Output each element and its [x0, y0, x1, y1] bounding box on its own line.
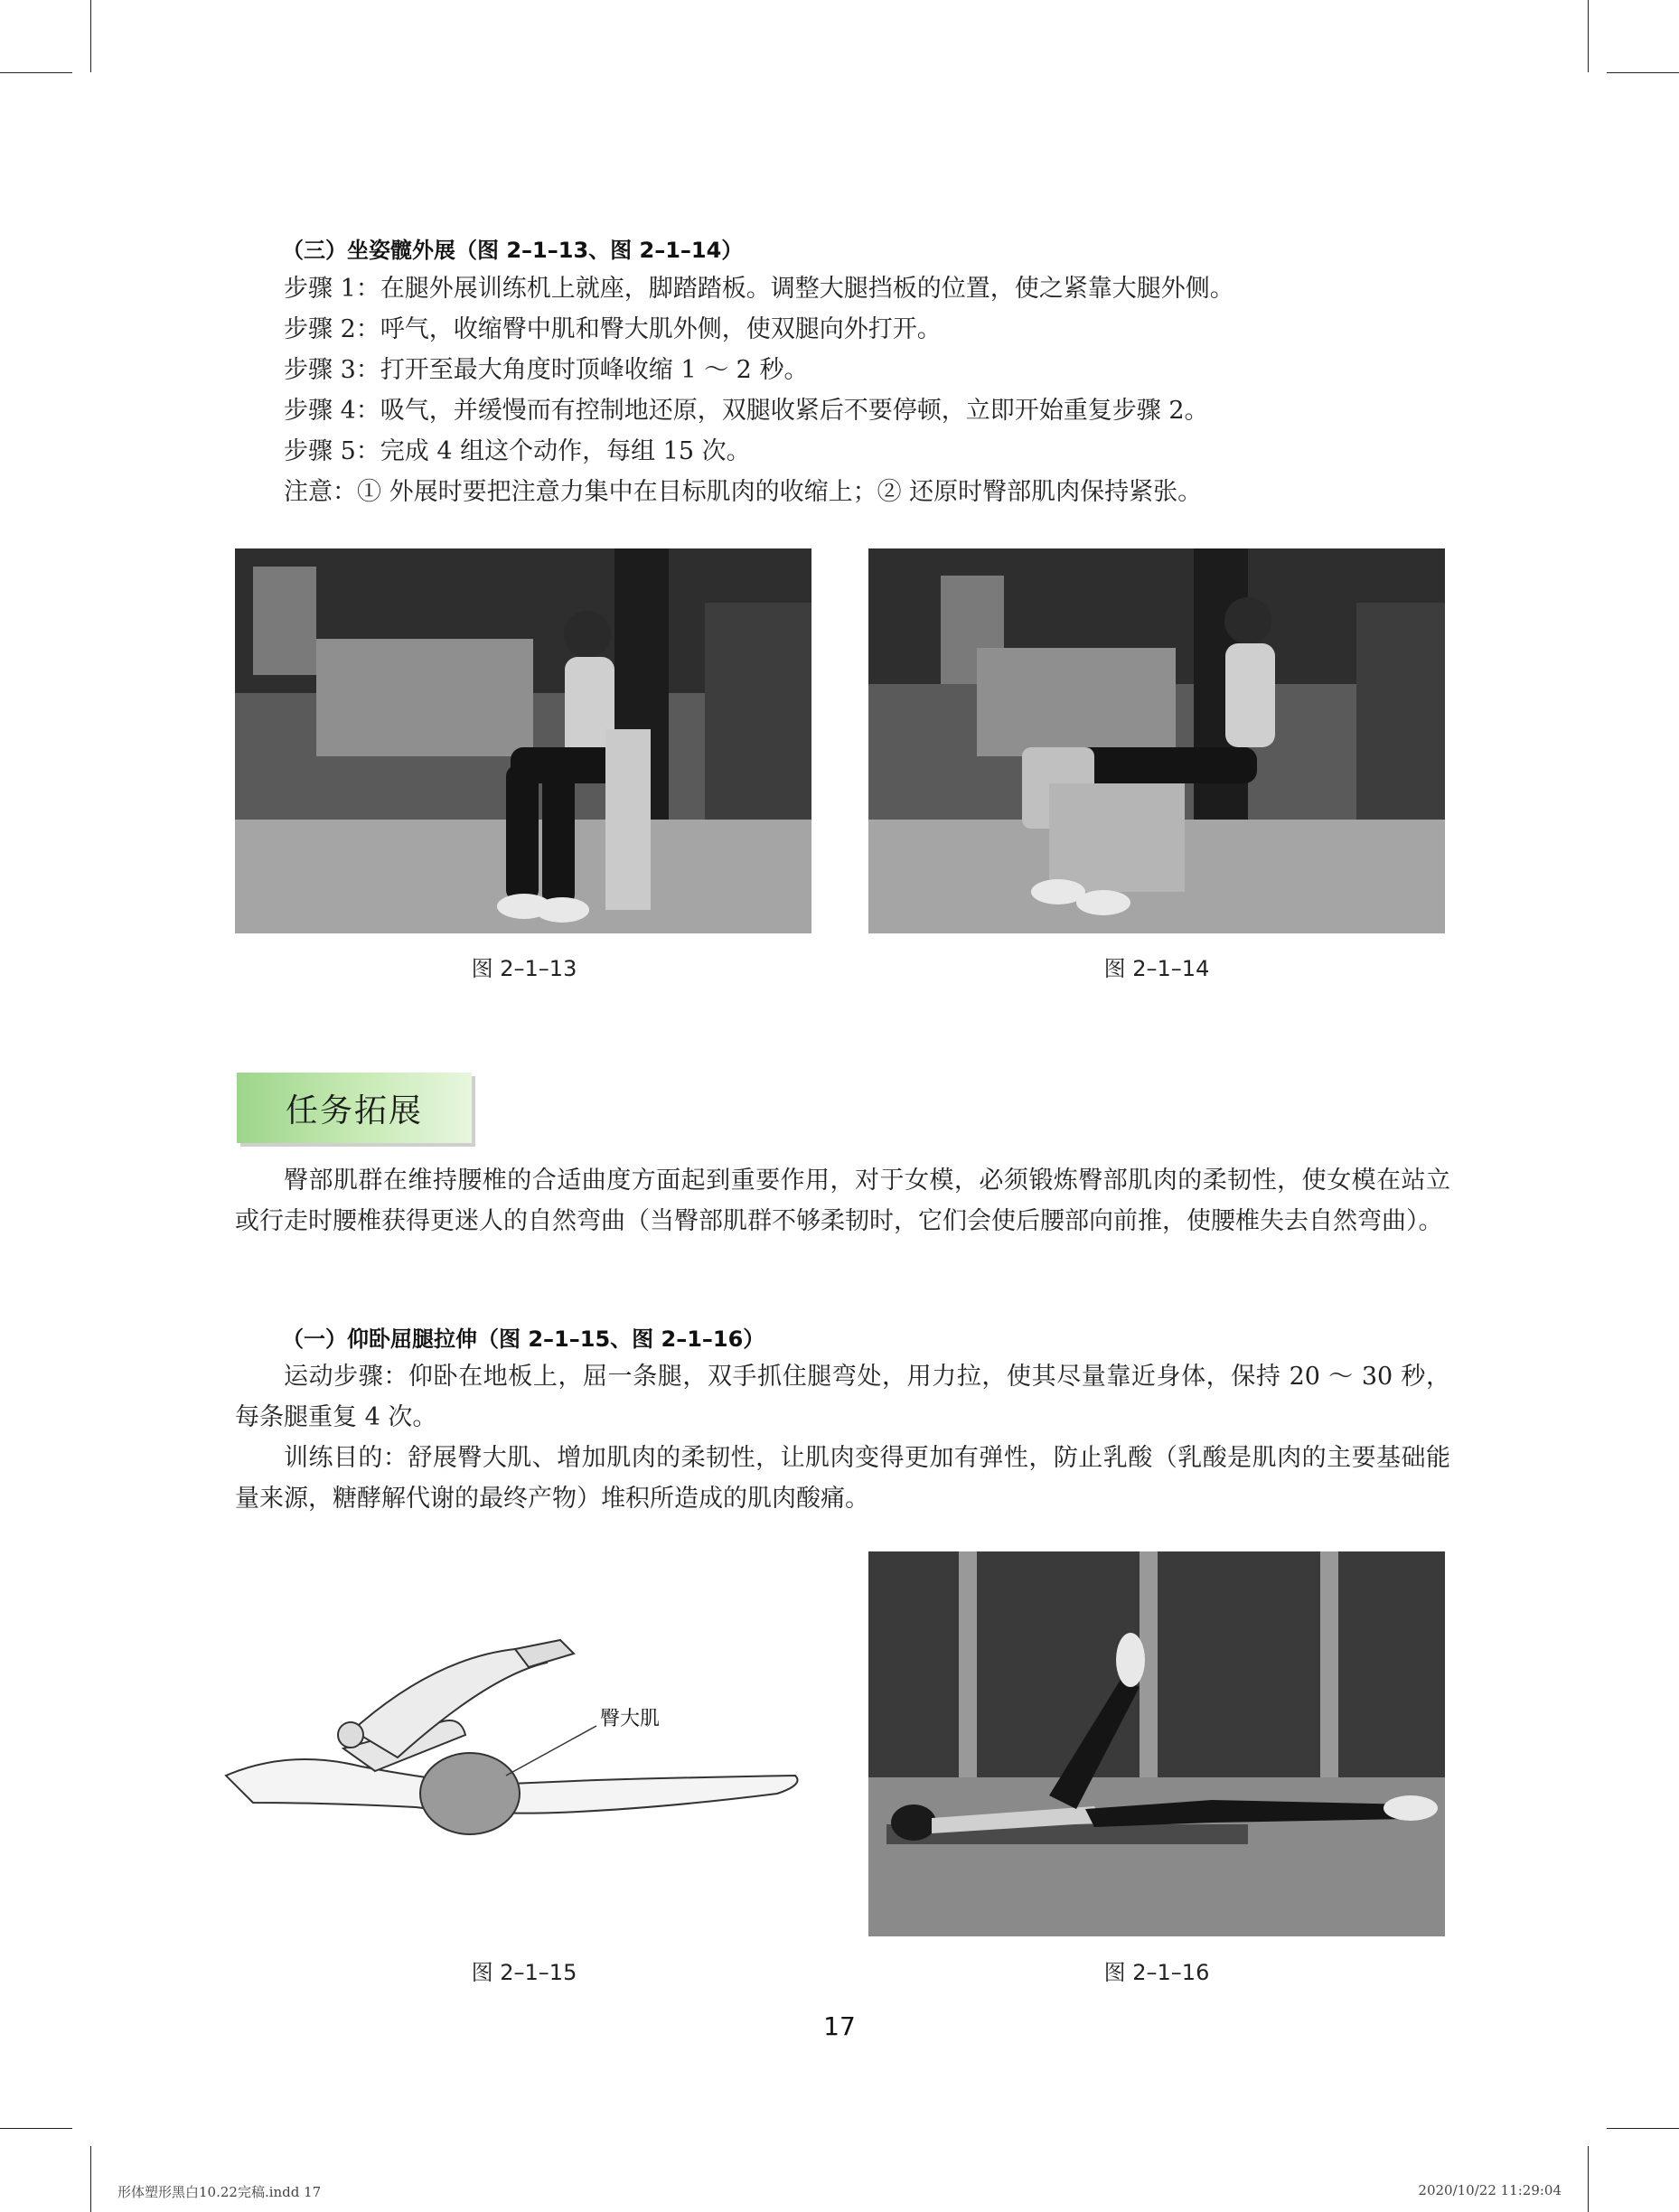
task-expansion-intro	[235, 1160, 1450, 1242]
supine-text	[235, 1356, 1450, 1519]
leader-line	[506, 1726, 596, 1776]
figure-photo-seated-abduction-closed	[235, 548, 811, 933]
step-line: 步骤 2：呼气，收缩臀中肌和臀大肌外侧，使双腿向外打开。	[284, 315, 942, 343]
crop-mark	[1607, 72, 1679, 73]
intro-paragraph: 臀部肌群在维持腰椎的合适曲度方面起到重要作用，对于女模，必须锻炼臀部肌肉的柔韧性，使女模在站立或行走时腰椎获得更迷人的自然弯曲（当臀部肌群不够柔韧时，它们会使后腰部向前推，使腰椎失去自然弯曲）。	[235, 1167, 1450, 1235]
purpose-paragraph: 训练目的：舒展臀大肌、增加肌肉的柔韧性，让肌肉变得更加有弹性，防止乳酸（乳酸是肌肉的主要基础能量来源，糖酵解代谢的最终产物）堆积所造成的肌肉酸痛。	[235, 1444, 1450, 1513]
footer-file-name: 形体塑形黑白10.22完稿.indd 17	[117, 2184, 322, 2200]
note-line: 注意：① 外展时要把注意力集中在目标肌肉的收缩上；② 还原时臀部肌肉保持紧张。	[284, 478, 1203, 506]
step-line: 步骤 1：在腿外展训练机上就座，脚踏踏板。调整大腿挡板的位置，使之紧靠大腿外侧。	[284, 275, 1234, 303]
figure-photo-supine-stretch	[868, 1551, 1445, 1936]
step-line: 步骤 5：完成 4 组这个动作，每组 15 次。	[284, 437, 751, 465]
anatomy-drawing	[217, 1622, 831, 1893]
figure-illustration-glute	[217, 1622, 831, 1893]
step-line: 步骤 4：吸气，并缓慢而有控制地还原，双腿收紧后不要停顿，立即开始重复步骤 2。	[284, 397, 1209, 425]
crop-mark	[1607, 2128, 1679, 2129]
page-number: 17	[823, 2011, 856, 2041]
figure-caption: 图 2–1–14	[1103, 956, 1210, 981]
crop-mark	[0, 72, 72, 73]
crop-mark	[90, 2146, 91, 2212]
studio-scene-illustration	[868, 1551, 1445, 1936]
gym-scene-illustration	[235, 548, 811, 933]
crop-mark	[90, 0, 91, 72]
steps-paragraph: 运动步骤：仰卧在地板上，屈一条腿，双手抓住腿弯处，用力拉，使其尽量靠近身体，保持 20 ～ 30 秒，每条腿重复 4 次。	[235, 1363, 1450, 1431]
figure-photo-seated-abduction-open	[868, 548, 1445, 933]
muscle-label: 臀大肌	[600, 1708, 661, 1730]
figure-caption: 图 2–1–16	[1103, 1960, 1210, 1985]
step-line: 步骤 3：打开至最大角度时顶峰收缩 1 ～ 2 秒。	[284, 356, 809, 384]
crop-mark	[1588, 2146, 1589, 2212]
section-heading-sitting-abduction: （三）坐姿髋外展（图 2–1–13、图 2–1–14）	[282, 238, 744, 263]
footer-timestamp: 2020/10/22 11:29:04	[1418, 2182, 1562, 2198]
section-heading-supine-stretch: （一）仰卧屈腿拉伸（图 2–1–15、图 2–1–16）	[282, 1326, 765, 1352]
figure-caption: 图 2–1–15	[471, 1960, 577, 1985]
crop-mark	[0, 2128, 72, 2129]
sitting-steps	[235, 268, 1450, 512]
figure-caption: 图 2–1–13	[471, 956, 577, 981]
gym-scene-illustration	[868, 548, 1445, 933]
crop-mark	[1588, 0, 1589, 72]
task-expansion-tab: 任务拓展	[237, 1073, 472, 1143]
